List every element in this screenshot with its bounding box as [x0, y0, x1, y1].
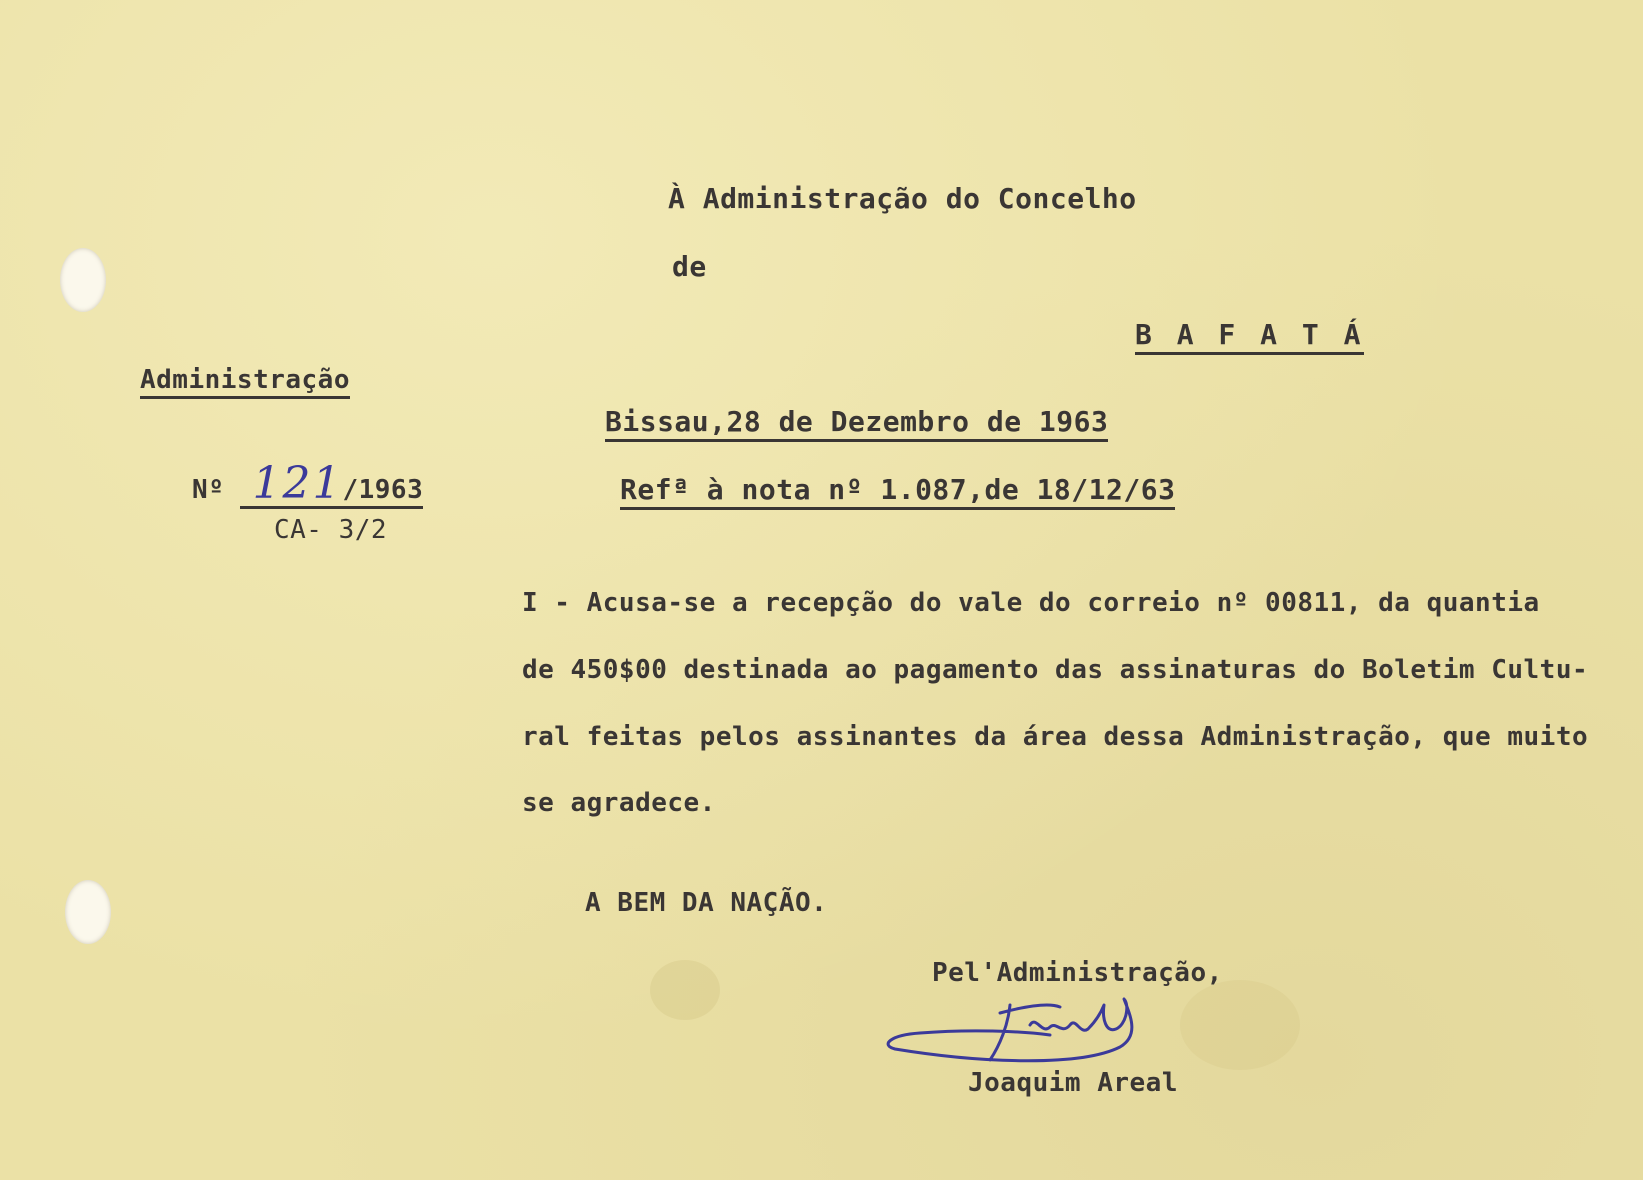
punch-hole-bottom — [65, 880, 111, 944]
addressee-place: B A F A T Á — [1135, 318, 1364, 355]
body-line: de 450$00 destinada ao pagamento das assinaturas do Boletim Cultu- — [522, 655, 1589, 685]
number-year: /1963 — [342, 475, 424, 505]
reference-number — [192, 458, 423, 509]
closing-salutation: A BEM DA NAÇÃO. — [585, 888, 828, 918]
addressee-de: de — [672, 250, 707, 283]
addressee-line: À Administração do Concelho — [668, 182, 1137, 215]
body-line: ral feitas pelos assinantes da área dessa Administração, que muito — [522, 722, 1589, 752]
number-handwritten: 121 — [252, 458, 343, 509]
punch-hole-top — [60, 248, 106, 312]
number-value — [240, 458, 424, 509]
paper-stain — [650, 960, 720, 1020]
classification-code: CA- 3/2 — [274, 515, 388, 545]
closing-by: Pel'Administração, — [932, 958, 1223, 988]
body-line: se agradece. — [522, 788, 716, 818]
date-line: Bissau,28 de Dezembro de 1963 — [605, 405, 1108, 442]
number-prefix: Nº — [192, 475, 225, 505]
reference-line: Refª à nota nº 1.087,de 18/12/63 — [620, 473, 1175, 510]
body-line: I - Acusa-se a recepção do vale do correio nº 00811, da quantia — [522, 588, 1540, 618]
signer-name: Joaquim Areal — [968, 1068, 1178, 1098]
office-label: Administração — [140, 365, 350, 399]
